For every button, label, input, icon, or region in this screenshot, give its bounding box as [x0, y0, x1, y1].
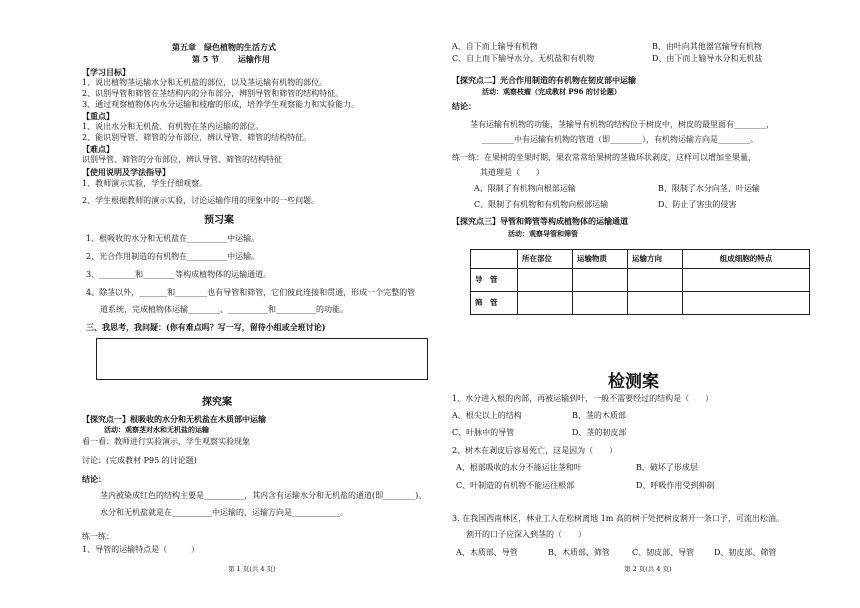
conclusion-line: ________中有运输有机物的管道（即________），有机物运输方向是________。 — [482, 135, 758, 144]
look-text: 看一看：教师进行实验演示，学生观察实验现象 — [82, 437, 250, 446]
table-header: 运输物质 — [573, 250, 628, 269]
practice-option: B、限制了水分向茎、叶运输 — [658, 184, 760, 193]
discuss-text: 讨论：(完成教材 P95 的讨论题) — [82, 456, 197, 465]
goals-heading: 【学习目标】 — [82, 67, 130, 77]
test-option: C、叶制造的有机物不能运往根部 — [456, 481, 575, 490]
vessel-table — [470, 249, 810, 315]
practice-option: D、防止了害虫的侵害 — [658, 200, 737, 209]
test-option: A、根部吸收的水分不能运往茎和叶 — [456, 463, 582, 472]
table-header-row — [471, 250, 810, 269]
activity-3: 活动：观察导管和筛管 — [508, 229, 578, 238]
row-label: 筛 管 — [471, 292, 518, 315]
test-option: D、呼吸作用受到抑制 — [636, 481, 715, 490]
explore-point-2: 【探究点二】光合作用制造的有机物在韧皮部中运输 — [452, 75, 636, 85]
question-1: 1、导管的运输特点是（ ） — [82, 545, 200, 554]
option: C、自上而下输导水分、无机盐和有机物 — [452, 54, 595, 63]
key-heading: 【重点】 — [82, 111, 114, 121]
table-header: 组成细胞的特点 — [683, 250, 810, 269]
conclusion-line: 茎有运输有机物的功能，茎输导有机物的结构位于树皮中，树皮的最里面有________， — [470, 120, 774, 129]
conclusion-label: 结论： — [452, 101, 476, 111]
key-item: 1、说出水分和无机盐、有机物在茎内运输的部位。 — [82, 122, 264, 131]
practice-option: A、限制了有机物向根部运输 — [474, 184, 576, 193]
conclusion-line: 水分和无机盐就是在__________中运输的，运输方向是____________。 — [100, 508, 348, 517]
difficulty-text: 识别导管、筛管的分布部位，辨认导管、筛管的结构特征 — [82, 155, 282, 164]
think-heading: 三、我思考，我问疑：(你有难点吗？写一写，留待小组或全班讨论) — [86, 322, 326, 332]
table-cell[interactable] — [518, 292, 573, 315]
test-option: B、木质部、筛管 — [548, 548, 610, 557]
preview-item: 道系统，完成植物体运输________、__________和__________的功能。 — [100, 305, 348, 314]
chapter-title: 第五章 绿色植物的生活方式 — [172, 42, 276, 52]
test-option: C、叶脉中的导管 — [452, 428, 515, 437]
test-question-3: 3. 在我国西南林区，林业工人在松树离地 1m 高的树干处把树皮割开一条口子，可流出松油。 — [452, 514, 784, 523]
preview-item: 1、根吸收的水分和无机盐在__________中运输。 — [86, 234, 260, 243]
preview-item: 4、除茎以外，_______和________也有导管和筛管，它们彼此连接和贯通，形成一个完整的管 — [86, 288, 416, 297]
key-item: 2、能识别导管、筛管的分布部位，辨认导管、筛管的结构特征。 — [82, 133, 312, 142]
page-footer: 第 2 页(共 4 页) — [624, 565, 672, 573]
table-header — [471, 250, 518, 269]
test-option: A、根尖以上的结构 — [452, 411, 522, 420]
goal-item: 2、识别导管和筛管在茎结构内的分布部分，辨别导管和筛管的结构特征。 — [82, 89, 344, 98]
conclusion-label: 结论： — [82, 474, 106, 484]
table-cell[interactable] — [573, 269, 628, 292]
table-cell[interactable] — [628, 292, 683, 315]
preview-item: 3、_________和________等构成植物体的运输通道。 — [86, 270, 272, 279]
test-option: C、韧皮部、导管 — [632, 548, 695, 557]
option: A、自下而上输导有机物 — [452, 42, 538, 51]
goal-item: 1、说出植物茎运输水分和无机盐的部位，以及茎运输有机物的部位。 — [82, 78, 328, 87]
option: D、由下而上输导水分和无机盐 — [652, 54, 763, 63]
test-option: A、木质部、导管 — [456, 548, 518, 557]
goal-item: 3、通过观察植物体内水分运输和枝瘤的形成，培养学生观察能力和实验能力。 — [82, 100, 360, 109]
test-option: B、茎的木质部 — [572, 411, 626, 420]
difficulty-heading: 【难点】 — [82, 144, 114, 154]
activity-1: 活动：观察茎对水和无机盐的运输 — [104, 425, 209, 434]
test-option: D、茎的韧皮部 — [572, 428, 627, 437]
row-label: 导 管 — [471, 269, 518, 292]
usage-item: 2、学生根据教师的演示实验，讨论运输作用的现象中的一些问题。 — [82, 196, 320, 205]
table-cell[interactable] — [683, 292, 810, 315]
question-box[interactable] — [96, 338, 428, 380]
test-title: 检测案 — [608, 372, 659, 392]
section-title: 第 5 节 运输作用 — [192, 54, 270, 64]
practice-label: 练一练： — [82, 532, 114, 541]
table-header: 运输方向 — [628, 250, 683, 269]
test-option: D、韧皮部、筛管 — [714, 548, 777, 557]
practice-option: C、限制了有机物和有机物向根部运输 — [474, 200, 609, 209]
table-cell[interactable] — [518, 269, 573, 292]
table-row — [471, 292, 810, 315]
test-question-2: 2、树木在剥皮后容易死亡，这是因为（ ） — [452, 446, 618, 455]
table-header: 所在部位 — [518, 250, 573, 269]
practice-text: 练一练：在果树的坐果时期，果农常常给果树的茎做环状剥皮，这样可以增加坐果量， — [452, 153, 756, 162]
preview-title: 预习案 — [204, 215, 234, 226]
test-option: B、破坏了形成层 — [636, 463, 698, 472]
table-cell[interactable] — [683, 269, 810, 292]
table-row — [471, 269, 810, 292]
usage-item: 1、教师演示实验，学生仔细观察。 — [82, 179, 208, 188]
explore-point-1: 【探究点一】根吸收的水分和无机盐在木质部中运输 — [82, 414, 266, 424]
preview-item: 2、光合作用制造的有机物在__________中运输。 — [86, 252, 260, 261]
explore-point-3: 【探究点三】导管和筛管等构成植物体的运输通道 — [452, 216, 628, 226]
option: B、由叶向其他器官输导有机物 — [652, 42, 762, 51]
explore-title: 探究案 — [202, 397, 232, 408]
practice-text: 其道理是（ ） — [480, 168, 544, 177]
conclusion-line: 茎内被染成红色的结构主要是__________，其内含有运输水分和无机盐的通道(即________)。 — [100, 491, 427, 500]
activity-2: 活动：观察枝瘤（完成教材 P96 的讨论题） — [482, 87, 621, 96]
test-question-3-cont: 割开的口子应深入到茎的（ ） — [466, 530, 586, 539]
table-cell[interactable] — [628, 269, 683, 292]
usage-heading: 【使用说明及学法指导】 — [82, 167, 170, 177]
test-question-1: 1、水分进入根的内部，再被运输到叶，一般不需要经过的结构是（ ） — [452, 394, 714, 403]
page-footer: 第 1 页(共 4 页) — [228, 565, 276, 573]
table-cell[interactable] — [573, 292, 628, 315]
